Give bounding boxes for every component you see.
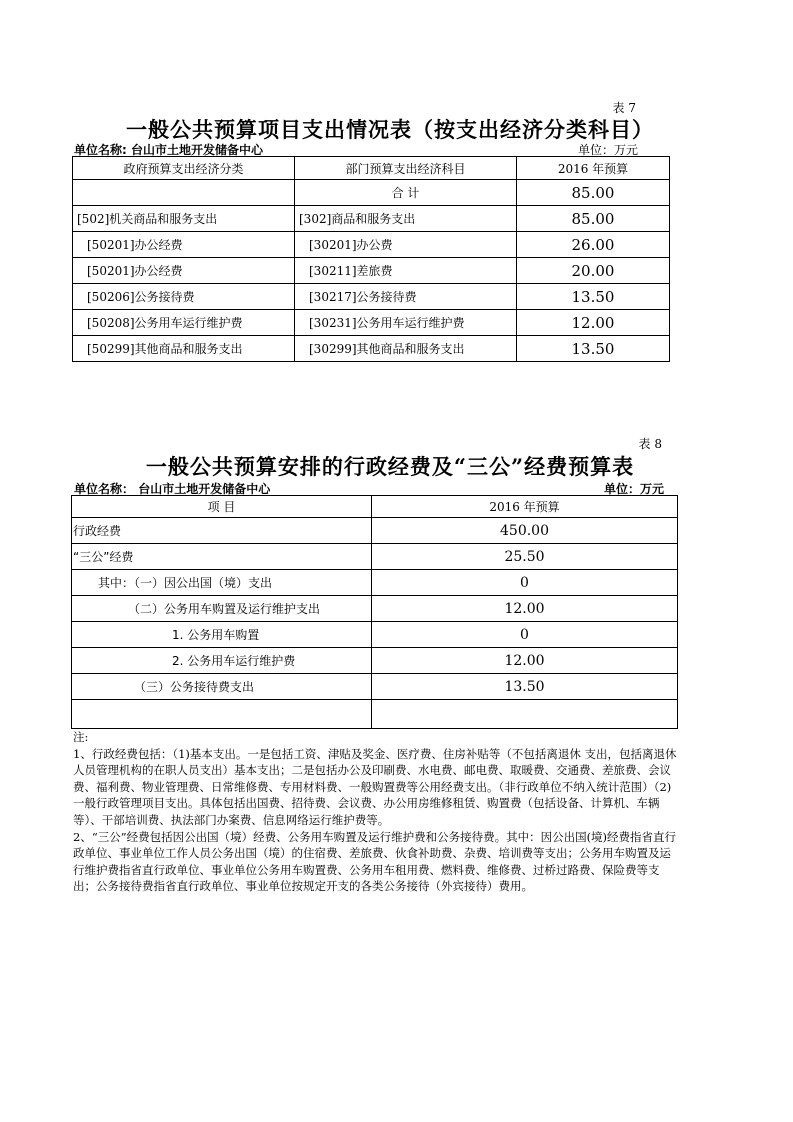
dept-class-cell: [30201]办公费 xyxy=(295,232,517,258)
gov-class-cell: [50208]公务用车运行维护费 xyxy=(73,310,295,336)
table-row xyxy=(72,674,678,700)
table-row xyxy=(73,258,670,284)
table-row xyxy=(73,206,670,232)
budget-cell: 12.00 xyxy=(372,596,678,622)
table-row xyxy=(72,700,678,729)
table8-title: 一般公共预算安排的行政经费及“三公”经费预算表 xyxy=(145,454,635,479)
item-cell: 其中：（一）因公出国（境）支出 xyxy=(72,570,372,596)
header-budget: 2016 年预算 xyxy=(517,157,670,180)
header-gov-class: 政府预算支出经济分类 xyxy=(73,157,295,180)
budget-cell: 26.00 xyxy=(517,232,670,258)
table8-header-row xyxy=(72,496,678,518)
dept-class-cell: [30217]公务接待费 xyxy=(295,284,517,310)
item-cell: 行政经费 xyxy=(72,518,372,544)
table-row xyxy=(72,622,678,648)
dept-class-cell: [30299]其他商品和服务支出 xyxy=(295,336,517,362)
unit-label: 单位： xyxy=(578,143,615,157)
dept-class-cell: [30231]公务用车运行维护费 xyxy=(295,310,517,336)
table-row xyxy=(73,284,670,310)
item-cell: （二）公务用车购置及运行维护支出 xyxy=(72,596,372,622)
unit-value: 万元 xyxy=(614,143,639,157)
gov-class-cell: [502]机关商品和服务支出 xyxy=(73,206,295,232)
table-row xyxy=(72,570,678,596)
gov-class-cell: [50299]其他商品和服务支出 xyxy=(73,336,295,362)
table8 xyxy=(71,495,678,729)
budget-cell: 20.00 xyxy=(517,258,670,284)
budget-cell: 13.50 xyxy=(517,284,670,310)
table7-total-row xyxy=(73,180,670,206)
table7-number: 表 7 xyxy=(612,101,636,115)
notes-paragraph-2: 2、“三公”经费包括因公出国（境）经费、公务用车购置及运行维护费和公务接待费。其中：因公出国(境)经费指省直行政单位、事业单位工作人员公务出国（境）的住宿费、差旅费、伙食补助费、杂费、培训费等支出；公务用车购置及运行维护费指省直行政单位、事业单位公务用车购置费、公务用车租用费、燃料费、维修费、过桥过路费、保险费等支出；公务接待费指省直行政单位、事业单位按规定开支的各类公务接待（外宾接待）费用。 xyxy=(73,829,677,894)
dept-class-cell: [302]商品和服务支出 xyxy=(295,206,517,232)
gov-class-cell: [50201]办公经费 xyxy=(73,258,295,284)
notes-heading: 注: xyxy=(73,730,89,744)
notes-paragraph-1: 1、行政经费包括：（1)基本支出。一是包括工资、津贴及奖金、医疗费、住房补贴等（不包括离退休 支出，包括离退休人员管理机构的在职人员支出）基本支出；二是包括办公及印刷费、水电费、邮电费、取暖费、交通费、差旅费、会议费、福利费、物业管理费、日常维修费、专用材料费、一般购置费等公用经费支出。（非行政单位不纳入统计范围）（2)一般行政管理项目支出。具体包括出国费、招待费、会议费、办公用房维修租赁、购置费（包括设备、计算机、车辆等）、干部培训费、执法部门办案费、信息网络运行维护费等。 xyxy=(73,746,677,827)
item-cell: “三公”经费 xyxy=(72,544,372,570)
budget-cell: 0 xyxy=(372,570,678,596)
table-row xyxy=(72,648,678,674)
unit-name-label: 单位名称： xyxy=(74,482,135,496)
budget-cell: 85.00 xyxy=(517,206,670,232)
total-label: 合 计 xyxy=(295,180,517,206)
budget-cell xyxy=(372,700,678,729)
total-empty-cell xyxy=(73,180,295,206)
budget-cell: 13.50 xyxy=(372,674,678,700)
table8-number: 表 8 xyxy=(638,437,662,451)
table7-header-row xyxy=(73,157,670,180)
notes xyxy=(73,729,677,895)
table-row xyxy=(72,596,678,622)
table7-title: 一般公共预算项目支出情况表（按支出经济分类科目） xyxy=(126,117,654,142)
table7 xyxy=(72,156,670,362)
unit-label: 单位： xyxy=(604,482,641,496)
table-row xyxy=(72,544,678,570)
unit-name-value: 台山市土地开发储备中心 xyxy=(131,143,264,157)
budget-cell: 12.00 xyxy=(517,310,670,336)
header-budget: 2016 年预算 xyxy=(372,496,678,518)
total-value: 85.00 xyxy=(517,180,670,206)
gov-class-cell: [50201]办公经费 xyxy=(73,232,295,258)
item-cell xyxy=(72,700,372,729)
table-row xyxy=(72,518,678,544)
table-row xyxy=(73,232,670,258)
budget-cell: 12.00 xyxy=(372,648,678,674)
budget-cell: 25.50 xyxy=(372,544,678,570)
item-cell: 1. 公务用车购置 xyxy=(72,622,372,648)
budget-cell: 13.50 xyxy=(517,336,670,362)
table-row xyxy=(73,310,670,336)
header-item: 项 目 xyxy=(72,496,372,518)
item-cell: （三）公务接待费支出 xyxy=(72,674,372,700)
budget-cell: 0 xyxy=(372,622,678,648)
header-dept-class: 部门预算支出经济科目 xyxy=(295,157,517,180)
dept-class-cell: [30211]差旅费 xyxy=(295,258,517,284)
unit-value: 万元 xyxy=(640,482,665,496)
item-cell: 2. 公务用车运行维护费 xyxy=(72,648,372,674)
unit-name-label: 单位名称: xyxy=(74,143,127,157)
budget-cell: 450.00 xyxy=(372,518,678,544)
unit-name-value: 台山市土地开发储备中心 xyxy=(138,482,271,496)
table-row xyxy=(73,336,670,362)
gov-class-cell: [50206]公务接待费 xyxy=(73,284,295,310)
